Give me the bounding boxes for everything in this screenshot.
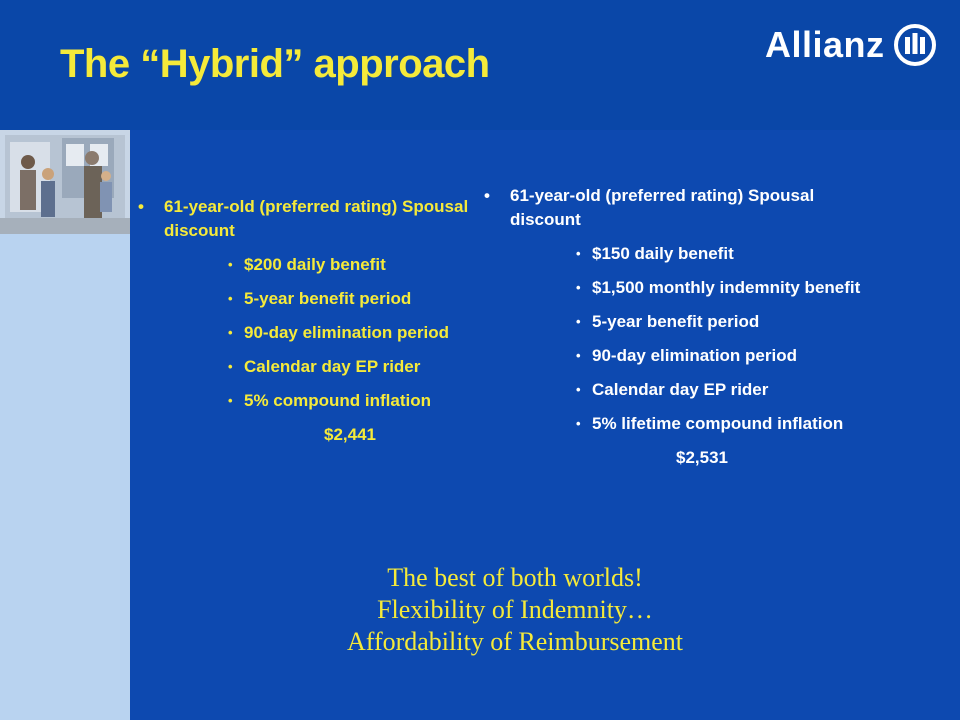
list-item: • Calendar day EP rider bbox=[228, 355, 498, 379]
list-item: • 5-year benefit period bbox=[228, 287, 498, 311]
list-item: • $200 daily benefit bbox=[228, 253, 498, 277]
left-benefit-list bbox=[228, 253, 498, 413]
list-item: • Calendar day EP rider bbox=[576, 378, 864, 402]
tagline-line-3: Affordability of Reimbursement bbox=[346, 627, 683, 656]
allianz-eagle-icon bbox=[893, 23, 937, 67]
left-intro: • 61-year-old (preferred rating) Spousal discount bbox=[138, 195, 498, 243]
tagline-line-1: The best of both worlds! bbox=[387, 563, 643, 592]
tagline-line-2: Flexibility of Indemnity… bbox=[377, 595, 653, 624]
list-item: • 90-day elimination period bbox=[228, 321, 498, 345]
list-item: • $150 daily benefit bbox=[576, 242, 864, 266]
right-benefit-list bbox=[576, 242, 864, 436]
family-photo bbox=[0, 130, 130, 234]
slide-title: The “Hybrid” approach bbox=[60, 42, 490, 86]
list-item: • 5% lifetime compound inflation bbox=[576, 412, 864, 436]
right-intro: • 61-year-old (preferred rating) Spousal discount bbox=[484, 184, 864, 232]
left-sidebar bbox=[0, 130, 130, 720]
logo-wordmark: Allianz bbox=[765, 24, 885, 65]
right-price: $2,531 bbox=[676, 448, 728, 467]
left-price: $2,441 bbox=[324, 425, 376, 444]
left-option bbox=[138, 195, 498, 447]
list-item: • $1,500 monthly indemnity benefit bbox=[576, 276, 864, 300]
list-item: • 90-day elimination period bbox=[576, 344, 864, 368]
allianz-logo bbox=[765, 20, 937, 70]
header-band bbox=[0, 0, 960, 130]
list-item: • 5-year benefit period bbox=[576, 310, 864, 334]
list-item: • 5% compound inflation bbox=[228, 389, 498, 413]
tagline bbox=[130, 562, 900, 658]
right-option bbox=[484, 184, 864, 470]
